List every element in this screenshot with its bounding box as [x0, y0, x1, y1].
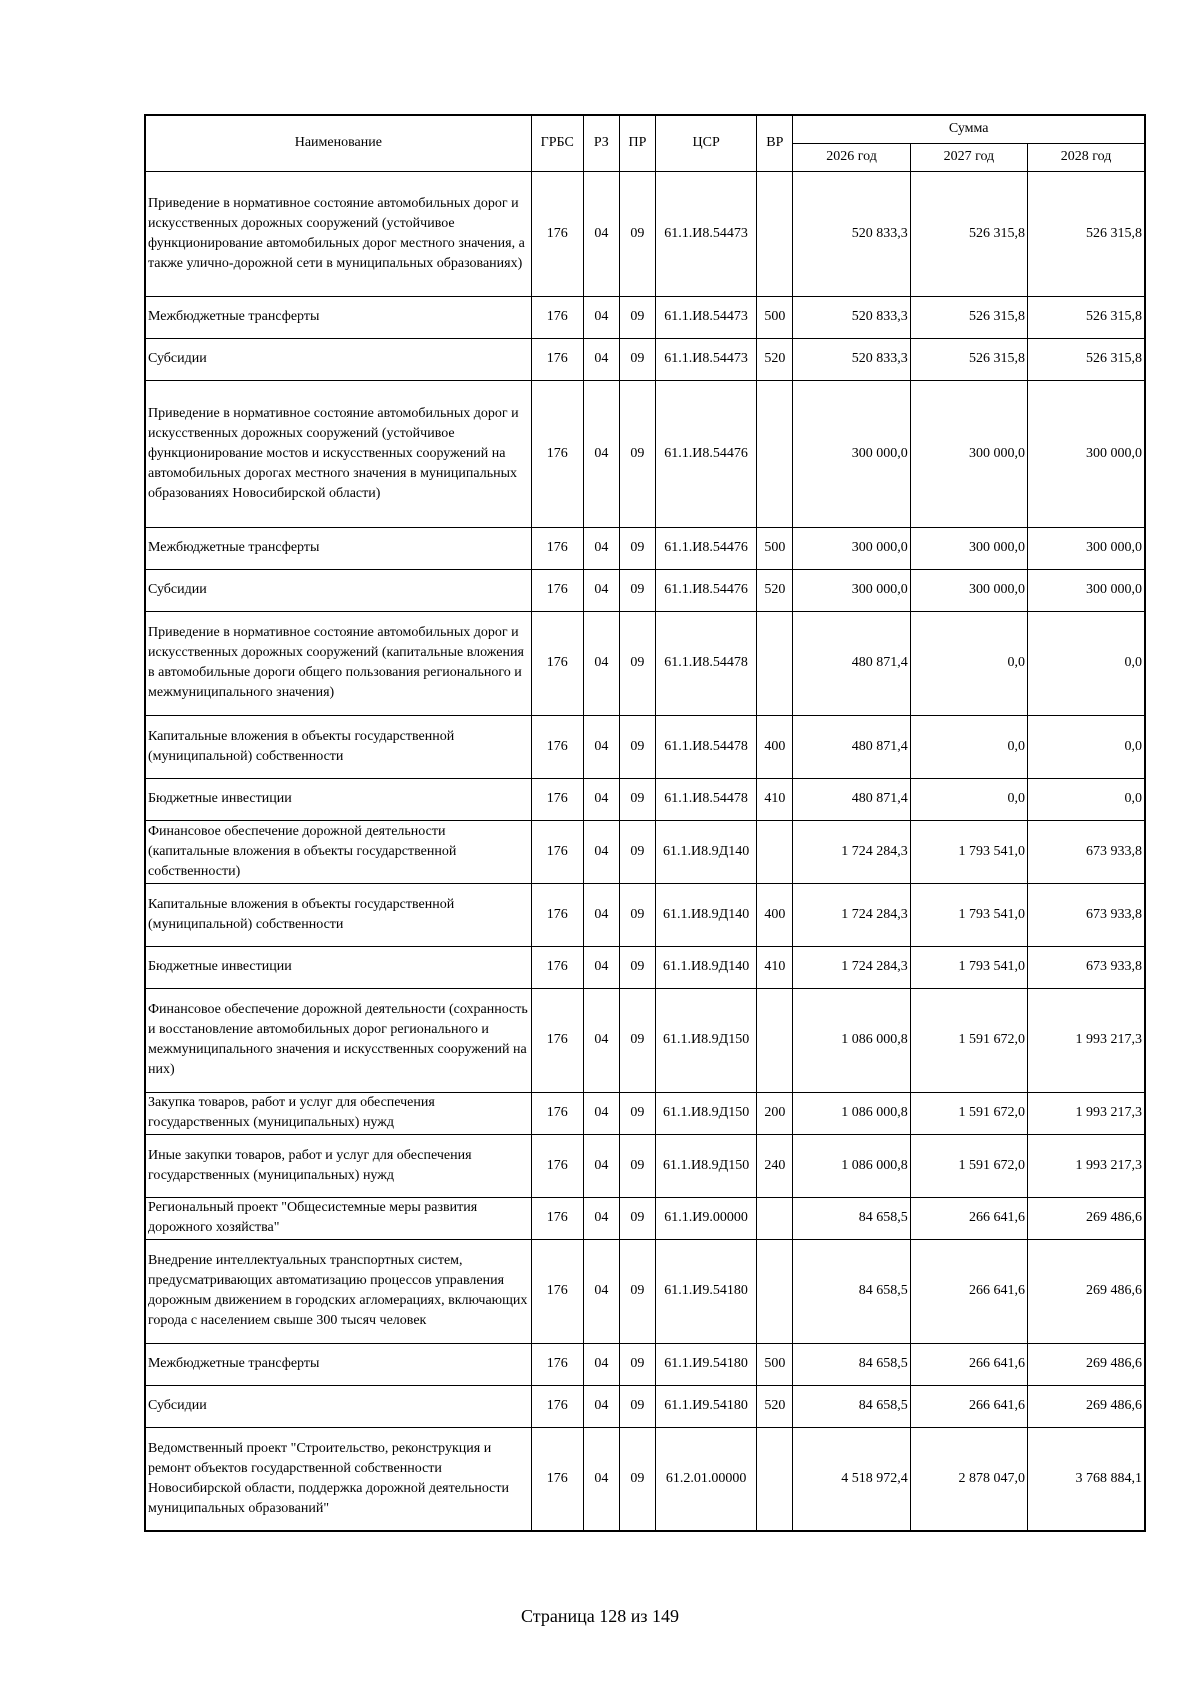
header-year-2028: 2028 год — [1028, 143, 1145, 171]
cell-pr: 09 — [619, 1197, 655, 1239]
header-grbs: ГРБС — [531, 115, 583, 171]
cell-vr — [757, 820, 793, 883]
cell-rz: 04 — [583, 1385, 619, 1427]
table-row — [145, 296, 1145, 338]
cell-2027: 2 878 047,0 — [910, 1427, 1027, 1531]
cell-name: Иные закупки товаров, работ и услуг для обеспечения государственных (муниципальных) нужд — [145, 1134, 531, 1197]
cell-csr: 61.1.И8.54478 — [655, 611, 756, 715]
cell-vr: 520 — [757, 569, 793, 611]
cell-grbs: 176 — [531, 1092, 583, 1134]
cell-2026: 1 724 284,3 — [793, 883, 910, 946]
cell-2026: 84 658,5 — [793, 1239, 910, 1343]
cell-csr: 61.2.01.00000 — [655, 1427, 756, 1531]
cell-vr: 400 — [757, 883, 793, 946]
cell-pr: 09 — [619, 1092, 655, 1134]
cell-2028: 269 486,6 — [1028, 1343, 1145, 1385]
header-year-2027: 2027 год — [910, 143, 1027, 171]
table-row — [145, 1343, 1145, 1385]
cell-grbs: 176 — [531, 946, 583, 988]
cell-2028: 269 486,6 — [1028, 1197, 1145, 1239]
cell-pr: 09 — [619, 1385, 655, 1427]
cell-2027: 526 315,8 — [910, 171, 1027, 296]
cell-pr: 09 — [619, 1134, 655, 1197]
cell-name: Ведомственный проект "Строительство, реконструкция и ремонт объектов государственной собственности Новосибирской области, поддержка дорожной деятельности муниципальных образований" — [145, 1427, 531, 1531]
cell-name: Бюджетные инвестиции — [145, 946, 531, 988]
cell-vr: 520 — [757, 338, 793, 380]
cell-2027: 1 591 672,0 — [910, 988, 1027, 1092]
header-rz: РЗ — [583, 115, 619, 171]
cell-name: Межбюджетные трансферты — [145, 1343, 531, 1385]
cell-grbs: 176 — [531, 1239, 583, 1343]
cell-rz: 04 — [583, 778, 619, 820]
cell-name: Финансовое обеспечение дорожной деятельности (сохранность и восстановление автомобильных дорог регионального и межмуниципального значения и искусственных сооружений на них) — [145, 988, 531, 1092]
cell-grbs: 176 — [531, 171, 583, 296]
cell-2027: 1 591 672,0 — [910, 1134, 1027, 1197]
cell-2028: 673 933,8 — [1028, 883, 1145, 946]
header-year-2026: 2026 год — [793, 143, 910, 171]
cell-csr: 61.1.И9.54180 — [655, 1343, 756, 1385]
cell-csr: 61.1.И8.9Д150 — [655, 1134, 756, 1197]
cell-rz: 04 — [583, 1092, 619, 1134]
cell-vr — [757, 171, 793, 296]
cell-rz: 04 — [583, 820, 619, 883]
cell-pr: 09 — [619, 1239, 655, 1343]
cell-pr: 09 — [619, 611, 655, 715]
cell-grbs: 176 — [531, 1343, 583, 1385]
header-name: Наименование — [145, 115, 531, 171]
header-vr: ВР — [757, 115, 793, 171]
cell-grbs: 176 — [531, 715, 583, 778]
cell-2027: 300 000,0 — [910, 380, 1027, 527]
cell-grbs: 176 — [531, 1197, 583, 1239]
cell-vr: 240 — [757, 1134, 793, 1197]
cell-grbs: 176 — [531, 611, 583, 715]
cell-vr: 200 — [757, 1092, 793, 1134]
cell-vr: 410 — [757, 946, 793, 988]
cell-2026: 1 724 284,3 — [793, 820, 910, 883]
cell-grbs: 176 — [531, 820, 583, 883]
cell-name: Приведение в нормативное состояние автомобильных дорог и искусственных дорожных сооружений (устойчивое функционирование мостов и искусственных сооружений на автомобильных дорогах местного значения в муниципальных образованиях Новосибирской области) — [145, 380, 531, 527]
cell-2026: 300 000,0 — [793, 380, 910, 527]
cell-2027: 1 591 672,0 — [910, 1092, 1027, 1134]
cell-2028: 673 933,8 — [1028, 820, 1145, 883]
budget-table — [144, 114, 1146, 1532]
cell-2026: 480 871,4 — [793, 611, 910, 715]
table-row — [145, 820, 1145, 883]
cell-vr — [757, 611, 793, 715]
cell-2026: 84 658,5 — [793, 1343, 910, 1385]
cell-rz: 04 — [583, 380, 619, 527]
cell-rz: 04 — [583, 1134, 619, 1197]
cell-rz: 04 — [583, 296, 619, 338]
header-sum: Сумма — [793, 115, 1145, 143]
table-row — [145, 527, 1145, 569]
cell-2028: 526 315,8 — [1028, 338, 1145, 380]
cell-2028: 1 993 217,3 — [1028, 1134, 1145, 1197]
cell-grbs: 176 — [531, 778, 583, 820]
cell-vr — [757, 1427, 793, 1531]
cell-name: Внедрение интеллектуальных транспортных систем, предусматривающих автоматизацию процессов управления дорожным движением в городских агломерациях, включающих города с населением свыше 300 тысяч человек — [145, 1239, 531, 1343]
cell-csr: 61.1.И8.54476 — [655, 527, 756, 569]
table-row — [145, 1134, 1145, 1197]
cell-csr: 61.1.И8.9Д140 — [655, 883, 756, 946]
cell-grbs: 176 — [531, 527, 583, 569]
cell-name: Субсидии — [145, 569, 531, 611]
cell-rz: 04 — [583, 1197, 619, 1239]
cell-name: Региональный проект "Общесистемные меры развития дорожного хозяйства" — [145, 1197, 531, 1239]
table-row — [145, 715, 1145, 778]
cell-vr — [757, 1239, 793, 1343]
cell-2028: 526 315,8 — [1028, 171, 1145, 296]
cell-2026: 520 833,3 — [793, 296, 910, 338]
cell-2027: 0,0 — [910, 611, 1027, 715]
cell-2026: 84 658,5 — [793, 1385, 910, 1427]
cell-name: Капитальные вложения в объекты государственной (муниципальной) собственности — [145, 883, 531, 946]
cell-csr: 61.1.И8.54473 — [655, 171, 756, 296]
cell-name: Субсидии — [145, 1385, 531, 1427]
cell-pr: 09 — [619, 820, 655, 883]
cell-2028: 300 000,0 — [1028, 380, 1145, 527]
table-row — [145, 1239, 1145, 1343]
cell-grbs: 176 — [531, 1385, 583, 1427]
cell-rz: 04 — [583, 171, 619, 296]
cell-2026: 480 871,4 — [793, 778, 910, 820]
table-row — [145, 946, 1145, 988]
cell-grbs: 176 — [531, 338, 583, 380]
cell-2027: 266 641,6 — [910, 1343, 1027, 1385]
cell-2027: 266 641,6 — [910, 1385, 1027, 1427]
cell-rz: 04 — [583, 1239, 619, 1343]
table-row — [145, 1385, 1145, 1427]
cell-csr: 61.1.И8.54473 — [655, 338, 756, 380]
cell-vr: 400 — [757, 715, 793, 778]
cell-rz: 04 — [583, 527, 619, 569]
header-csr: ЦСР — [655, 115, 756, 171]
cell-pr: 09 — [619, 715, 655, 778]
header-pr: ПР — [619, 115, 655, 171]
cell-pr: 09 — [619, 296, 655, 338]
cell-grbs: 176 — [531, 1134, 583, 1197]
table-row — [145, 883, 1145, 946]
cell-grbs: 176 — [531, 988, 583, 1092]
cell-name: Приведение в нормативное состояние автомобильных дорог и искусственных дорожных сооружений (капитальные вложения в автомобильные дороги общего пользования регионального и межмуниципального значения) — [145, 611, 531, 715]
cell-grbs: 176 — [531, 569, 583, 611]
cell-pr: 09 — [619, 778, 655, 820]
cell-rz: 04 — [583, 988, 619, 1092]
cell-csr: 61.1.И8.54476 — [655, 569, 756, 611]
table-body — [145, 171, 1145, 1531]
cell-vr — [757, 380, 793, 527]
cell-csr: 61.1.И8.54473 — [655, 296, 756, 338]
cell-2026: 1 724 284,3 — [793, 946, 910, 988]
cell-pr: 09 — [619, 527, 655, 569]
cell-2028: 0,0 — [1028, 715, 1145, 778]
cell-2026: 1 086 000,8 — [793, 988, 910, 1092]
cell-2027: 526 315,8 — [910, 338, 1027, 380]
cell-2027: 1 793 541,0 — [910, 946, 1027, 988]
cell-2028: 269 486,6 — [1028, 1239, 1145, 1343]
cell-rz: 04 — [583, 883, 619, 946]
cell-name: Капитальные вложения в объекты государственной (муниципальной) собственности — [145, 715, 531, 778]
cell-pr: 09 — [619, 988, 655, 1092]
table-row — [145, 569, 1145, 611]
cell-vr: 500 — [757, 1343, 793, 1385]
cell-2027: 300 000,0 — [910, 527, 1027, 569]
cell-2026: 1 086 000,8 — [793, 1134, 910, 1197]
cell-2026: 300 000,0 — [793, 527, 910, 569]
cell-2028: 0,0 — [1028, 778, 1145, 820]
cell-2026: 520 833,3 — [793, 171, 910, 296]
cell-2027: 0,0 — [910, 715, 1027, 778]
page-number: Страница 128 из 149 — [521, 1606, 679, 1626]
cell-2028: 300 000,0 — [1028, 569, 1145, 611]
cell-2028: 1 993 217,3 — [1028, 988, 1145, 1092]
cell-2028: 526 315,8 — [1028, 296, 1145, 338]
cell-csr: 61.1.И8.9Д150 — [655, 1092, 756, 1134]
table-header — [145, 115, 1145, 171]
cell-rz: 04 — [583, 946, 619, 988]
cell-rz: 04 — [583, 611, 619, 715]
cell-vr: 410 — [757, 778, 793, 820]
cell-name: Закупка товаров, работ и услуг для обеспечения государственных (муниципальных) нужд — [145, 1092, 531, 1134]
cell-2027: 300 000,0 — [910, 569, 1027, 611]
cell-csr: 61.1.И9.54180 — [655, 1385, 756, 1427]
cell-2026: 1 086 000,8 — [793, 1092, 910, 1134]
table-row — [145, 1427, 1145, 1531]
table-row — [145, 1197, 1145, 1239]
cell-grbs: 176 — [531, 296, 583, 338]
cell-grbs: 176 — [531, 380, 583, 527]
cell-rz: 04 — [583, 1427, 619, 1531]
cell-vr — [757, 1197, 793, 1239]
cell-csr: 61.1.И8.9Д140 — [655, 820, 756, 883]
cell-pr: 09 — [619, 883, 655, 946]
cell-rz: 04 — [583, 338, 619, 380]
cell-2027: 1 793 541,0 — [910, 883, 1027, 946]
cell-csr: 61.1.И8.54476 — [655, 380, 756, 527]
cell-2027: 0,0 — [910, 778, 1027, 820]
cell-pr: 09 — [619, 1427, 655, 1531]
cell-2027: 266 641,6 — [910, 1197, 1027, 1239]
cell-pr: 09 — [619, 1343, 655, 1385]
cell-pr: 09 — [619, 569, 655, 611]
cell-grbs: 176 — [531, 883, 583, 946]
cell-vr: 500 — [757, 296, 793, 338]
cell-csr: 61.1.И8.54478 — [655, 778, 756, 820]
cell-csr: 61.1.И8.9Д150 — [655, 988, 756, 1092]
cell-2028: 0,0 — [1028, 611, 1145, 715]
cell-2028: 300 000,0 — [1028, 527, 1145, 569]
table-row — [145, 1092, 1145, 1134]
cell-2027: 266 641,6 — [910, 1239, 1027, 1343]
cell-vr: 520 — [757, 1385, 793, 1427]
cell-2026: 480 871,4 — [793, 715, 910, 778]
cell-2028: 269 486,6 — [1028, 1385, 1145, 1427]
cell-2026: 520 833,3 — [793, 338, 910, 380]
cell-name: Межбюджетные трансферты — [145, 296, 531, 338]
cell-name: Межбюджетные трансферты — [145, 527, 531, 569]
table-row — [145, 988, 1145, 1092]
cell-vr: 500 — [757, 527, 793, 569]
table-row — [145, 380, 1145, 527]
table-row — [145, 611, 1145, 715]
cell-pr: 09 — [619, 338, 655, 380]
cell-pr: 09 — [619, 171, 655, 296]
cell-name: Приведение в нормативное состояние автомобильных дорог и искусственных дорожных сооружений (устойчивое функционирование автомобильных дорог местного значения, а также улично-дорожной сети в муниципальных образованиях) — [145, 171, 531, 296]
cell-name: Бюджетные инвестиции — [145, 778, 531, 820]
cell-rz: 04 — [583, 1343, 619, 1385]
cell-name: Субсидии — [145, 338, 531, 380]
cell-csr: 61.1.И9.54180 — [655, 1239, 756, 1343]
table-row — [145, 338, 1145, 380]
cell-rz: 04 — [583, 569, 619, 611]
cell-2026: 4 518 972,4 — [793, 1427, 910, 1531]
cell-pr: 09 — [619, 946, 655, 988]
cell-rz: 04 — [583, 715, 619, 778]
cell-2027: 526 315,8 — [910, 296, 1027, 338]
cell-csr: 61.1.И8.9Д140 — [655, 946, 756, 988]
cell-pr: 09 — [619, 380, 655, 527]
cell-name: Финансовое обеспечение дорожной деятельности (капитальные вложения в объекты государственной собственности) — [145, 820, 531, 883]
cell-2028: 3 768 884,1 — [1028, 1427, 1145, 1531]
cell-vr — [757, 988, 793, 1092]
cell-2026: 300 000,0 — [793, 569, 910, 611]
cell-2028: 1 993 217,3 — [1028, 1092, 1145, 1134]
cell-2027: 1 793 541,0 — [910, 820, 1027, 883]
cell-csr: 61.1.И8.54478 — [655, 715, 756, 778]
cell-2028: 673 933,8 — [1028, 946, 1145, 988]
table-row — [145, 778, 1145, 820]
cell-2026: 84 658,5 — [793, 1197, 910, 1239]
cell-grbs: 176 — [531, 1427, 583, 1531]
cell-csr: 61.1.И9.00000 — [655, 1197, 756, 1239]
table-row — [145, 171, 1145, 296]
